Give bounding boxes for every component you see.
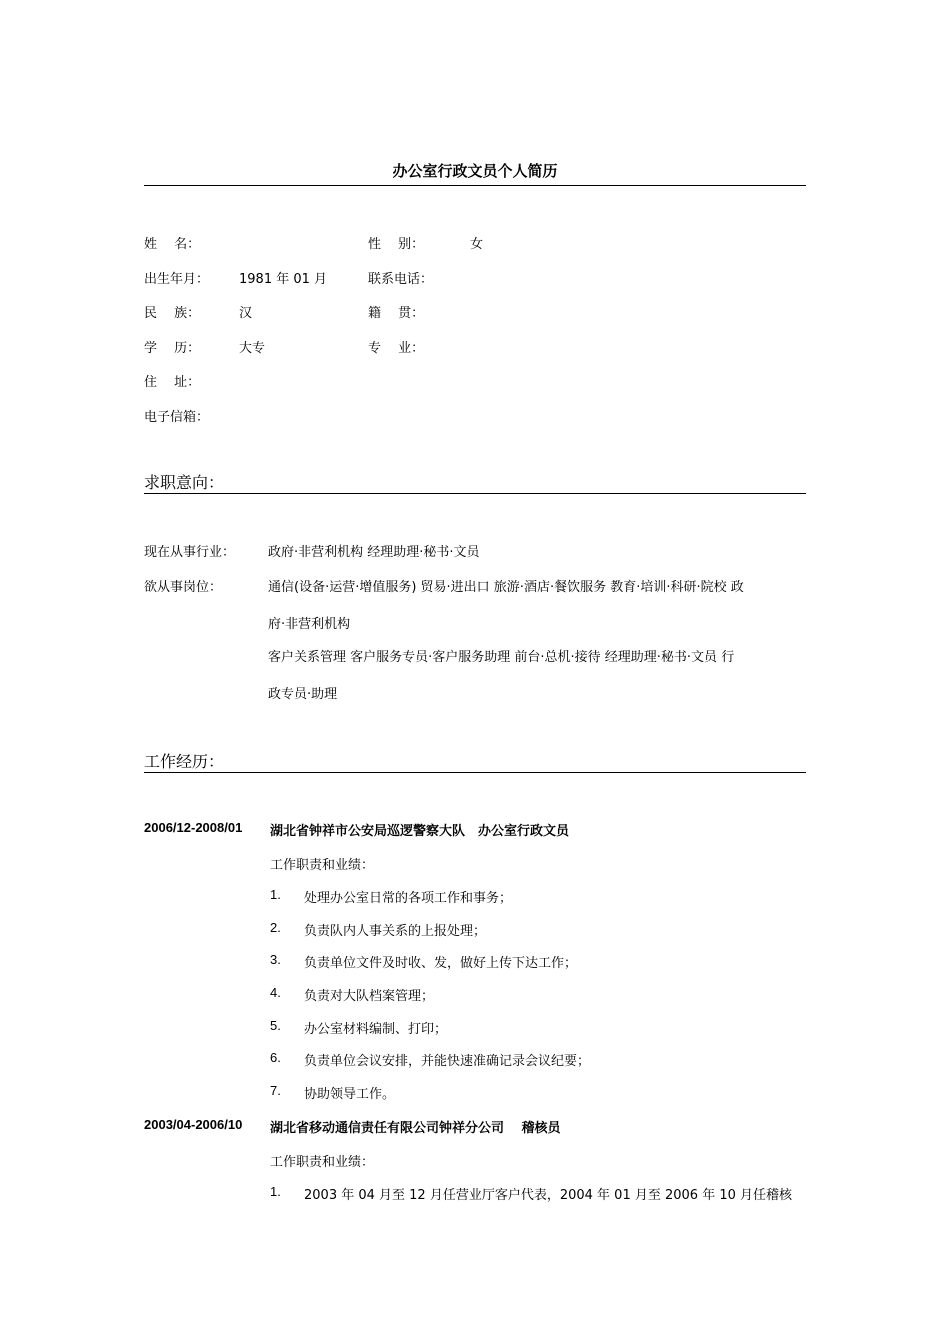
duty-number: 2.	[270, 920, 281, 935]
duty-number: 3.	[270, 952, 281, 967]
job-duty-label: 工作职责和业绩：	[270, 1155, 375, 1170]
desired-position-line: 政专员·助理	[268, 687, 338, 702]
duty-item: 协助领导工作。	[304, 1087, 396, 1102]
intent-heading: 求职意向：	[144, 473, 225, 492]
phone-label: 联系电话：	[368, 272, 434, 287]
job-organization: 湖北省钟祥市公安局巡逻警察大队 办公室行政文员	[270, 824, 570, 839]
intent-divider	[144, 493, 806, 494]
work-heading: 工作经历：	[144, 752, 225, 771]
duty-number: 1.	[270, 887, 281, 902]
job-organization: 湖北省移动通信责任有限公司钟祥分公司 稽核员	[270, 1121, 561, 1136]
desired-position-line: 通信(设备·运营·增值服务) 贸易·进出口 旅游·酒店·餐饮服务 教育·培训·科研·院校 政	[268, 580, 744, 595]
ethnic-value: 汉	[239, 306, 253, 321]
current-industry-value: 政府·非营利机构 经理助理·秘书·文员	[268, 545, 480, 560]
gender-label: 性 别：	[368, 237, 425, 252]
page-title: 办公室行政文员个人简历	[392, 162, 558, 180]
gender-value: 女	[470, 237, 484, 252]
education-value: 大专	[239, 341, 266, 356]
duty-number: 4.	[270, 985, 281, 1000]
duty-number: 5.	[270, 1018, 281, 1033]
desired-position-line: 府·非营利机构	[268, 617, 351, 632]
duty-item: 2003 年 04 月至 12 月任营业厅客户代表，2004 年 01 月至 2006 年 10 月任稽核	[304, 1188, 793, 1203]
major-label: 专 业：	[368, 341, 425, 356]
duty-item: 办公室材料编制、打印；	[304, 1022, 448, 1037]
job-period: 2003/04-2006/10	[144, 1117, 243, 1132]
desired-position-label: 欲从事岗位：	[144, 580, 223, 595]
duty-item: 负责队内人事关系的上报处理；	[304, 924, 487, 939]
email-label: 电子信箱：	[144, 410, 210, 425]
native-label: 籍 贯：	[368, 306, 425, 321]
duty-number: 1.	[270, 1184, 281, 1199]
work-divider	[144, 772, 806, 773]
job-duty-label: 工作职责和业绩：	[270, 858, 375, 873]
ethnic-label: 民 族：	[144, 306, 201, 321]
birth-value: 1981 年 01 月	[239, 272, 328, 287]
address-label: 住 址：	[144, 375, 201, 390]
duty-item: 处理办公室日常的各项工作和事务；	[304, 891, 513, 906]
title-divider	[144, 185, 806, 186]
duty-item: 负责单位会议安排，并能快速准确记录会议纪要；	[304, 1054, 591, 1069]
duty-item: 负责对大队档案管理；	[304, 989, 435, 1004]
current-industry-label: 现在从事行业：	[144, 545, 236, 560]
duty-number: 6.	[270, 1050, 281, 1065]
birth-label: 出生年月：	[144, 272, 210, 287]
desired-position-line: 客户关系管理 客户服务专员·客户服务助理 前台·总机·接待 经理助理·秘书·文员 行	[268, 650, 735, 665]
duty-item: 负责单位文件及时收、发，做好上传下达工作；	[304, 956, 578, 971]
job-period: 2006/12-2008/01	[144, 820, 243, 835]
name-label: 姓 名：	[144, 237, 201, 252]
education-label: 学 历：	[144, 341, 201, 356]
duty-number: 7.	[270, 1083, 281, 1098]
